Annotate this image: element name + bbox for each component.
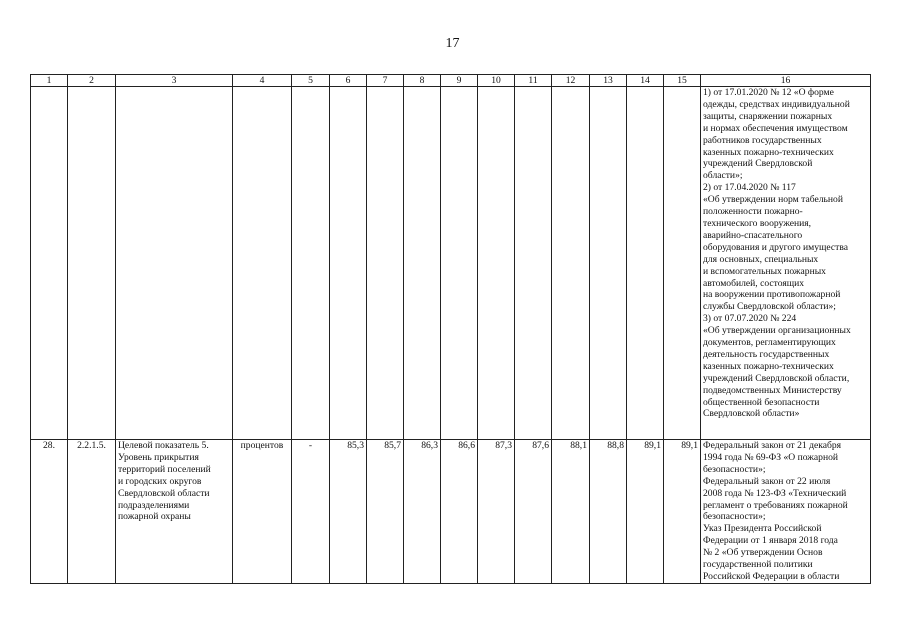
- header-cell: 10: [478, 75, 515, 87]
- page-number: 17: [445, 36, 460, 51]
- legal-basis-cell: [701, 440, 871, 584]
- text-line: Уровень прикрытия: [118, 451, 199, 463]
- empty-cell: [116, 87, 233, 440]
- text-line: 3) от 07.07.2020 № 224: [703, 313, 797, 325]
- header-cell: 4: [233, 75, 292, 87]
- text-line: учреждений Свердловской области,: [703, 372, 850, 384]
- value-cell: 86,3: [404, 440, 441, 584]
- text-line: оборудования и другого имущества: [703, 241, 849, 253]
- text-line: технического вооружения,: [703, 217, 812, 229]
- text-line: службы Свердловской области»;: [703, 301, 836, 313]
- unit-cell: процентов: [233, 440, 292, 584]
- text-line: и городских округов: [118, 475, 202, 487]
- text-line: Свердловской области: [118, 487, 210, 499]
- header-cell: 9: [441, 75, 478, 87]
- text-line: деятельность государственных: [703, 348, 830, 360]
- indicators-table: [30, 74, 871, 584]
- text-line: «Об утверждении организационных: [703, 325, 851, 337]
- text-line: пожарной охраны: [118, 511, 191, 523]
- empty-cell: [404, 87, 441, 440]
- header-cell: 6: [330, 75, 367, 87]
- value-cell: 89,1: [627, 440, 664, 584]
- row-code: 2.2.1.5.: [68, 440, 116, 584]
- empty-cell: [31, 87, 68, 440]
- header-cell: 11: [515, 75, 552, 87]
- header-cell: 16: [701, 75, 871, 87]
- text-line: одежды, средствах индивидуальной: [703, 98, 850, 110]
- text-line: территорий поселений: [118, 463, 211, 475]
- header-cell: 8: [404, 75, 441, 87]
- text-line: документов, регламентирующих: [703, 337, 836, 349]
- header-cell: 14: [627, 75, 664, 87]
- text-line: государственной политики: [703, 559, 813, 571]
- row-number: 28.: [31, 440, 68, 584]
- text-line: Федерации от 1 января 2018 года: [703, 535, 838, 547]
- value-cell: 85,3: [330, 440, 367, 584]
- value-cell: 87,3: [478, 440, 515, 584]
- text-line: области»;: [703, 170, 743, 182]
- value-cell: 88,1: [552, 440, 590, 584]
- text-line: на вооружении противопожарной: [703, 289, 841, 301]
- indicator-name: [116, 440, 233, 584]
- empty-cell: [515, 87, 552, 440]
- text-line: казенных пожарно-технических: [703, 360, 834, 372]
- text-line: подведомственных Министерству: [703, 384, 842, 396]
- header-cell: 3: [116, 75, 233, 87]
- text-line: работников государственных: [703, 134, 822, 146]
- text-line: аварийно-спасательного: [703, 229, 803, 241]
- text-line: учреждений Свердловской: [703, 158, 813, 170]
- text-line: защиты, снаряжении пожарных: [703, 110, 833, 122]
- empty-cell: [330, 87, 367, 440]
- value-cell: 89,1: [664, 440, 701, 584]
- base-value-cell: -: [292, 440, 330, 584]
- text-line: общественной безопасности: [703, 396, 820, 408]
- text-line: автомобилей, состоящих: [703, 277, 805, 289]
- text-line: 2008 года № 123-ФЗ «Технический: [703, 487, 847, 499]
- empty-cell: [441, 87, 478, 440]
- text-line: «Об утверждении норм табельной: [703, 194, 843, 206]
- text-line: Федеральный закон от 21 декабря: [703, 440, 842, 451]
- text-line: Указ Президента Российской: [703, 523, 822, 535]
- table-row: [31, 440, 871, 584]
- text-line: регламент о требованиях пожарной: [703, 499, 848, 511]
- empty-cell: [68, 87, 116, 440]
- text-line: 2) от 17.04.2020 № 117: [703, 182, 796, 194]
- text-line: 1994 года № 69-ФЗ «О пожарной: [703, 451, 839, 463]
- text-line: положенности пожарно-: [703, 206, 803, 218]
- empty-cell: [590, 87, 627, 440]
- text-line: безопасности»;: [703, 463, 766, 475]
- text-line: Целевой показатель 5.: [118, 440, 209, 451]
- value-cell: 85,7: [367, 440, 404, 584]
- header-cell: 2: [68, 75, 116, 87]
- empty-cell: [552, 87, 590, 440]
- text-line: № 2 «Об утверждении Основ: [703, 547, 823, 559]
- value-cell: 87,6: [515, 440, 552, 584]
- empty-cell: [367, 87, 404, 440]
- text-line: и вспомогательных пожарных: [703, 265, 826, 277]
- legal-basis-continuation: [701, 87, 871, 440]
- empty-cell: [233, 87, 292, 440]
- text-line: казенных пожарно-технических: [703, 146, 834, 158]
- text-line: подразделениями: [118, 499, 190, 511]
- text-line: 1) от 17.01.2020 № 12 «О форме: [703, 87, 834, 98]
- text-line: Свердловской области»: [703, 408, 800, 420]
- text-line: Федеральный закон от 22 июля: [703, 475, 831, 487]
- header-cell: 15: [664, 75, 701, 87]
- empty-cell: [627, 87, 664, 440]
- header-cell: 13: [590, 75, 627, 87]
- table-header-row: [31, 75, 871, 87]
- value-cell: 86,6: [441, 440, 478, 584]
- value-cell: 88,8: [590, 440, 627, 584]
- text-line: и нормах обеспечения имуществом: [703, 122, 848, 134]
- continuation-row: [31, 87, 871, 440]
- header-cell: 5: [292, 75, 330, 87]
- text-line: безопасности»;: [703, 511, 766, 523]
- empty-cell: [664, 87, 701, 440]
- text-line: для основных, специальных: [703, 253, 819, 265]
- empty-cell: [478, 87, 515, 440]
- empty-cell: [292, 87, 330, 440]
- text-line: Российской Федерации в области: [703, 570, 840, 582]
- header-cell: 1: [31, 75, 68, 87]
- header-cell: 7: [367, 75, 404, 87]
- header-cell: 12: [552, 75, 590, 87]
